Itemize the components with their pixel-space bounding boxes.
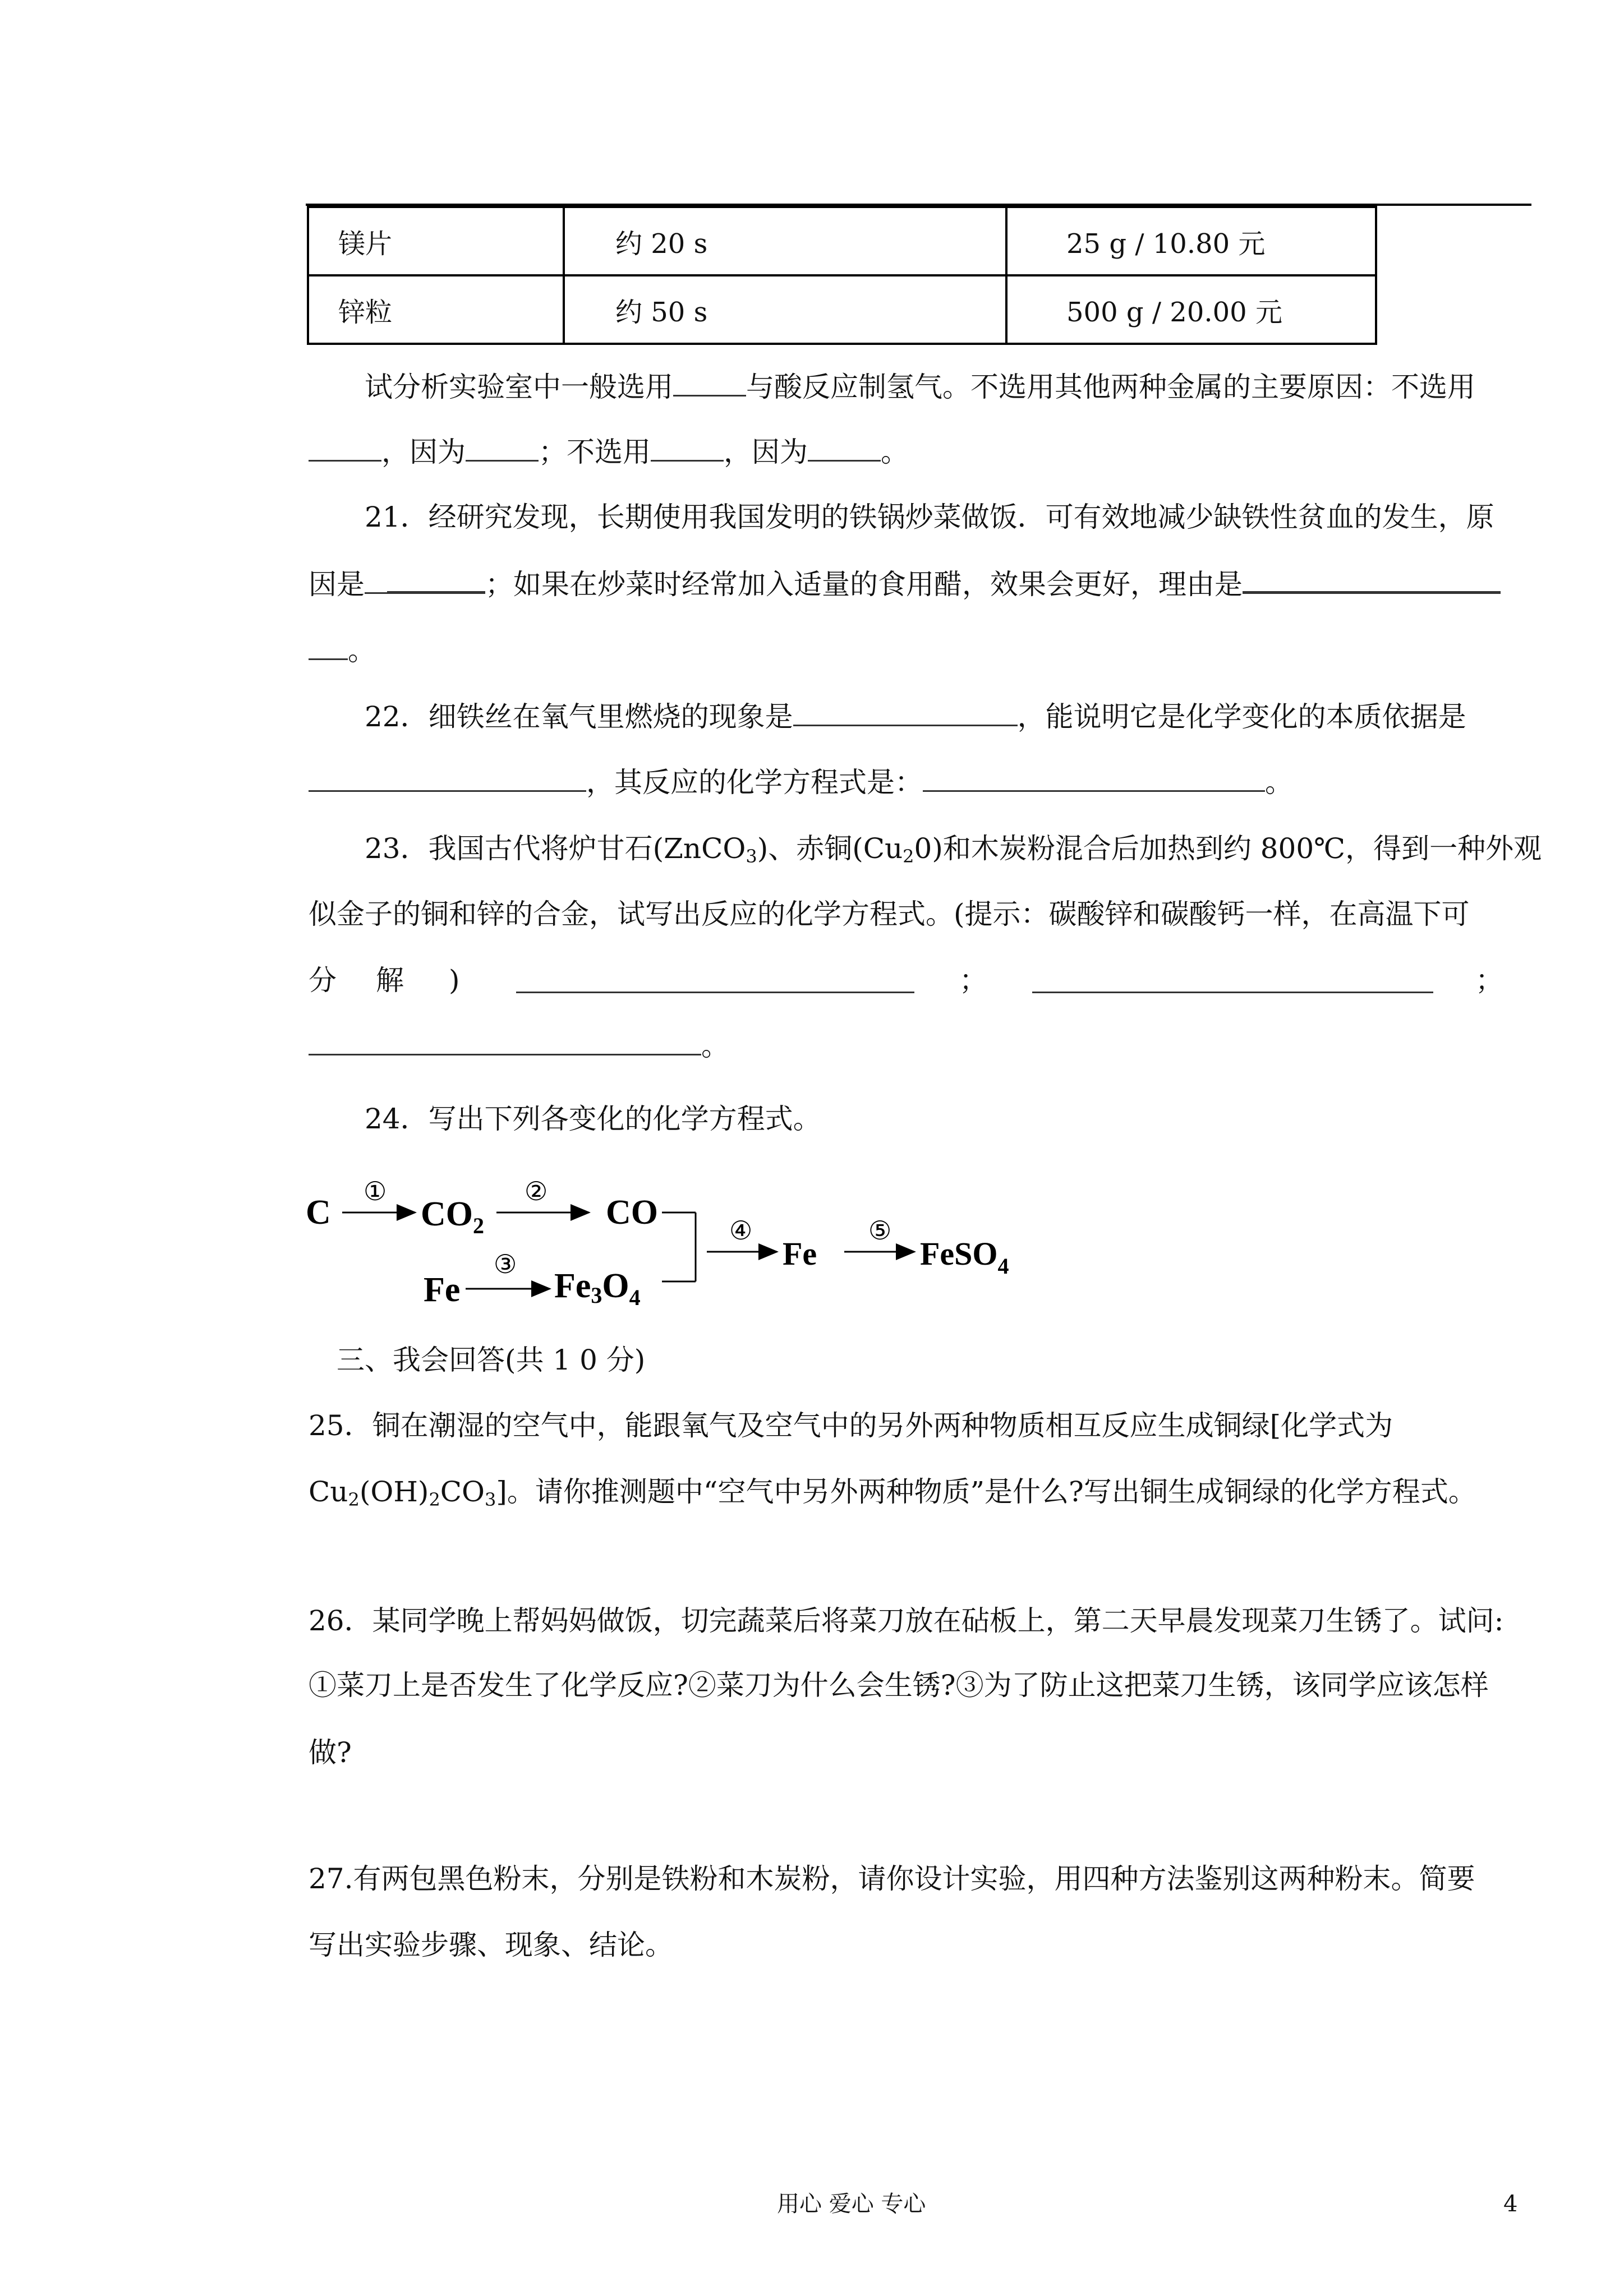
q20-line-2 — [309, 435, 1543, 469]
answer-blank[interactable] — [365, 568, 387, 594]
answer-blank[interactable] — [793, 700, 1018, 726]
formula-co: CO — [606, 1193, 658, 1232]
formula-feso4: FeSO$_4$ — [920, 1235, 1009, 1279]
q26-line-1: 26．某同学晚上帮妈妈做饭，切完蔬菜后将菜刀放在砧板上，第二天早晨发现菜刀生锈了。试问: — [309, 1605, 1504, 1637]
q20-text: 。 — [881, 436, 909, 468]
q22-text: 。 — [1265, 766, 1293, 799]
q21-line-2 — [309, 566, 1543, 601]
q21-text: ；如果在炒菜时经常加入适量的食用醋，效果会更好，理由是 — [485, 568, 1243, 601]
q23-text: 解 — [376, 964, 404, 997]
q27-line-2: 写出实验步骤、现象、结论。 — [309, 1929, 673, 1961]
q25-line-1: 25．铜在潮湿的空气中，能跟氧气及空气中的另外两种物质相互反应生成铜绿[化学式为 — [309, 1409, 1393, 1442]
subscript: 2 — [903, 846, 914, 867]
q22-text: ，能说明它是化学变化的本质依据是 — [1017, 700, 1466, 733]
answer-blank[interactable] — [1243, 566, 1501, 594]
q20-text: ，因为 — [381, 436, 466, 468]
footer-motto: 用心 爱心 专心 — [777, 2191, 926, 2217]
answer-blank[interactable] — [1032, 967, 1433, 993]
formula-fe3o4: $Fe3O_4$ — [554, 1267, 641, 1310]
step-4-label: ④ — [729, 1215, 753, 1246]
q23-line-1 — [365, 832, 1599, 873]
q23-text: 分 — [309, 964, 337, 997]
q20-text: ，因为 — [724, 436, 808, 468]
q22-text: ，其反应的化学方程式是： — [586, 766, 923, 799]
answer-blank[interactable] — [673, 370, 746, 397]
answer-blank[interactable] — [923, 766, 1265, 792]
q23-text: )、赤铜(Cu — [757, 832, 903, 865]
q25-text: CO — [440, 1476, 485, 1508]
q27-line-1: 27.有两包黑色粉末，分别是铁粉和木炭粉，请你设计实验，用四种方法鉴别这两种粉末。简要 — [309, 1862, 1475, 1895]
q25-text: ]。请你推测题中“空气中另外两种物质”是什么?写出铜生成铜绿的化学方程式。 — [496, 1476, 1476, 1508]
step-2-label: ② — [525, 1178, 548, 1206]
table-row — [308, 275, 1376, 344]
price-cell: 500 g / 20.00 元 — [1006, 275, 1376, 344]
metal-table — [307, 206, 1377, 345]
formula-fe-product: Fe — [783, 1235, 817, 1272]
section-3-title: 三、我会回答(共 1 0 分) — [337, 1344, 646, 1376]
formula-c: C — [306, 1193, 331, 1232]
q23-text: 23．我国古代将炉甘石(ZnCO — [365, 832, 746, 865]
q23-text: ) — [449, 964, 460, 997]
answer-blank[interactable] — [309, 1029, 701, 1055]
q22-line-2 — [309, 766, 1543, 799]
subscript: 2 — [429, 1489, 440, 1510]
q23-text: 。 — [701, 1030, 729, 1062]
answer-blank[interactable] — [466, 435, 539, 462]
answer-blank[interactable] — [309, 435, 381, 462]
q23-line-2: 似金子的铜和锌的合金，试写出反应的化学方程式。(提示：碳酸锌和碳酸钙一样，在高温下可 — [309, 898, 1470, 930]
q26-line-3: 做? — [309, 1736, 352, 1769]
q20-line-1 — [365, 370, 1599, 404]
q22-line-1 — [365, 700, 1599, 734]
q23-text: ； — [959, 964, 987, 997]
q25-text: (OH) — [359, 1476, 429, 1508]
q25-text: Cu — [309, 1476, 348, 1508]
q23-text: 0)和木炭粉混合后加热到约 800℃，得到一种外观 — [914, 832, 1542, 865]
formula-fe-reactant: Fe — [424, 1271, 461, 1309]
page-number: 4 — [1503, 2191, 1518, 2217]
formula-co2: $CO_2$ — [421, 1195, 484, 1238]
q23-text: ； — [1475, 964, 1503, 997]
q21-text: 。 — [348, 634, 376, 667]
q23-line-4 — [309, 1029, 1543, 1063]
answer-blank[interactable] — [387, 566, 485, 594]
step-1-label: ① — [364, 1178, 387, 1206]
time-cell: 约 20 s — [564, 207, 1006, 275]
q20-text: 与酸反应制氢气。不选用其他两种金属的主要原因：不选用 — [746, 371, 1475, 403]
answer-blank[interactable] — [309, 634, 348, 660]
time-cell: 约 50 s — [564, 275, 1006, 344]
subscript: 3 — [746, 846, 757, 867]
metal-cell: 镁片 — [308, 207, 564, 275]
reaction-diagram — [303, 1178, 1088, 1335]
metal-cell: 锌粒 — [308, 275, 564, 344]
subscript: 2 — [348, 1489, 360, 1510]
answer-blank[interactable] — [651, 435, 724, 462]
answer-blank[interactable] — [808, 435, 881, 462]
q20-text: 试分析实验室中一般选用 — [365, 371, 673, 403]
q21-line-3 — [309, 634, 1543, 667]
answer-blank[interactable] — [309, 766, 586, 792]
step-3-label: ③ — [494, 1249, 517, 1279]
q24-title: 24．写出下列各变化的化学方程式。 — [365, 1103, 821, 1135]
q23-line-3 — [309, 963, 1543, 1003]
q26-line-2: ①菜刀上是否发生了化学反应?②菜刀为什么会生锈?③为了防止这把菜刀生锈，该同学应该怎样 — [309, 1669, 1489, 1702]
q21-text: 因是 — [309, 568, 365, 601]
price-cell: 25 g / 10.80 元 — [1006, 207, 1376, 275]
q21-line-1: 21．经研究发现，长期使用我国发明的铁锅炒菜做饭．可有效地减少缺铁性贫血的发生，原 — [365, 501, 1494, 533]
q25-line-2 — [309, 1475, 1543, 1516]
step-5-label: ⑤ — [868, 1215, 892, 1246]
q20-text: ；不选用 — [539, 436, 651, 468]
table-row — [308, 207, 1376, 275]
answer-blank[interactable] — [516, 967, 914, 993]
q22-text: 22．细铁丝在氧气里燃烧的现象是 — [365, 700, 793, 733]
subscript: 3 — [485, 1489, 496, 1510]
